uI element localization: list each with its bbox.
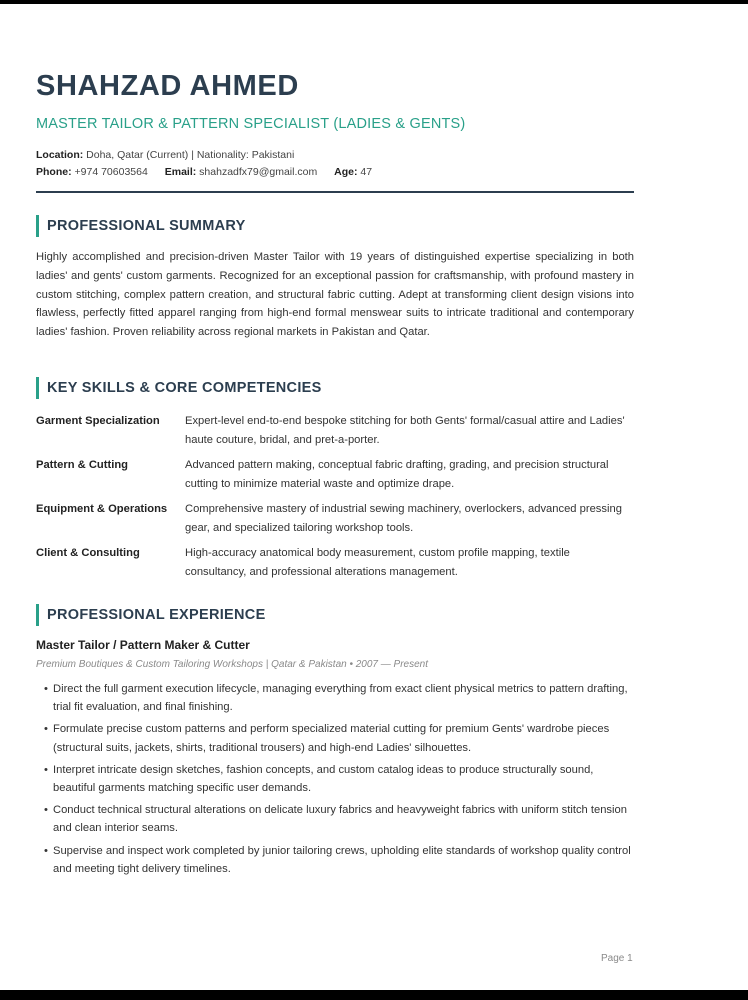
list-item: [36, 720, 634, 756]
skill-value: Comprehensive mastery of industrial sewing machinery, overlockers, advanced pressing gear, and specialized tailoring workshop tools.: [185, 503, 622, 534]
list-item: [36, 801, 634, 837]
skill-value: Advanced pattern making, conceptual fabric drafting, grading, and precision structural cutting to minimize material waste and optimize drape.: [185, 459, 609, 490]
resume-page: [0, 4, 748, 990]
skill-value: High-accuracy anatomical body measurement, custom profile mapping, textile consultancy, and professional alterations management.: [185, 547, 570, 578]
bullet-text: Conduct technical structural alterations on delicate luxury fabrics and heavyweight fabrics with uniform stitch tension and clean interior seams.: [53, 804, 627, 835]
list-item: [36, 680, 634, 716]
bullet-text: Interpret intricate design sketches, fashion concepts, and custom catalog ideas to produce structurally sound, beautiful garments matching specific user demands.: [53, 763, 594, 795]
age-label: Age:: [334, 166, 358, 178]
bullet-icon: •: [44, 763, 48, 776]
skill-label: Garment Specialization: [36, 415, 160, 427]
list-item: [36, 761, 634, 797]
bullet-icon: •: [44, 844, 48, 857]
job-bullets: [36, 680, 634, 882]
bullet-text: Formulate precise custom patterns and perform specialized material cutting for premium Gents' wardrobe pieces (structural suits, jackets, shirts, traditional trousers) and high-end Ladies' silhouettes.: [53, 723, 610, 754]
phone-value: +974 70603564: [74, 166, 148, 178]
summary-heading: PROFESSIONAL SUMMARY: [36, 215, 246, 237]
bullet-icon: •: [44, 804, 48, 817]
candidate-name: SHAHZAD AHMED: [36, 70, 299, 102]
page-number: Page 1: [601, 953, 633, 964]
skill-value: Expert-level end-to-end bespoke stitching for both Gents' formal/casual attire and Ladies' haute couture, bridal, and pret-a-porter.: [185, 415, 625, 446]
age-value: 47: [360, 166, 373, 178]
header-divider: [36, 191, 634, 193]
bullet-icon: •: [44, 723, 48, 736]
bullet-text: Direct the full garment execution lifecycle, managing everything from exact client physical metrics to pattern drafting, trial fit evaluation, and final finishing.: [53, 683, 628, 714]
location-label: Location:: [36, 149, 84, 161]
summary-text: Highly accomplished and precision-driven Master Tailor with 19 years of distinguished expertise specializing in both ladies' and gents' custom garments. Recognized for an exceptional passion for craftsmanship, with profound mastery in custom stitching, complex pattern creation, and structural fabric cutting. Adept at transforming client design visions into flawless, perfectly fitted apparel ranging from high-end formal menswear suits to intricate traditional and contemporary ladies' fashion. Proven reliability across regional markets in Pakistan and Qatar.: [36, 251, 634, 339]
skill-label: Equipment & Operations: [36, 503, 168, 515]
experience-heading: PROFESSIONAL EXPERIENCE: [36, 604, 266, 626]
phone-label: Phone:: [36, 166, 72, 178]
candidate-title: MASTER TAILOR & PATTERN SPECIALIST (LADIES & GENTS): [36, 116, 466, 132]
location-line: [36, 149, 294, 161]
skills-heading: KEY SKILLS & CORE COMPETENCIES: [36, 377, 322, 399]
bullet-text: Supervise and inspect work completed by junior tailoring crews, upholding elite standards of workshop quality control and meeting tight delivery timelines.: [53, 844, 631, 875]
skill-label: Pattern & Cutting: [36, 459, 128, 471]
bullet-icon: •: [44, 683, 48, 695]
email-label: Email:: [164, 166, 197, 178]
email-value: shahzadfx79@gmail.com: [199, 166, 318, 178]
location-value: Doha, Qatar (Current) | Nationality: Pakistani: [86, 149, 295, 161]
list-item: [36, 842, 634, 878]
skill-label: Client & Consulting: [36, 547, 140, 559]
contact-line: [36, 166, 372, 178]
job-meta: Premium Boutiques & Custom Tailoring Workshops | Qatar & Pakistan • 2007 — Present: [36, 659, 429, 670]
job-title: Master Tailor / Pattern Maker & Cutter: [36, 638, 250, 652]
